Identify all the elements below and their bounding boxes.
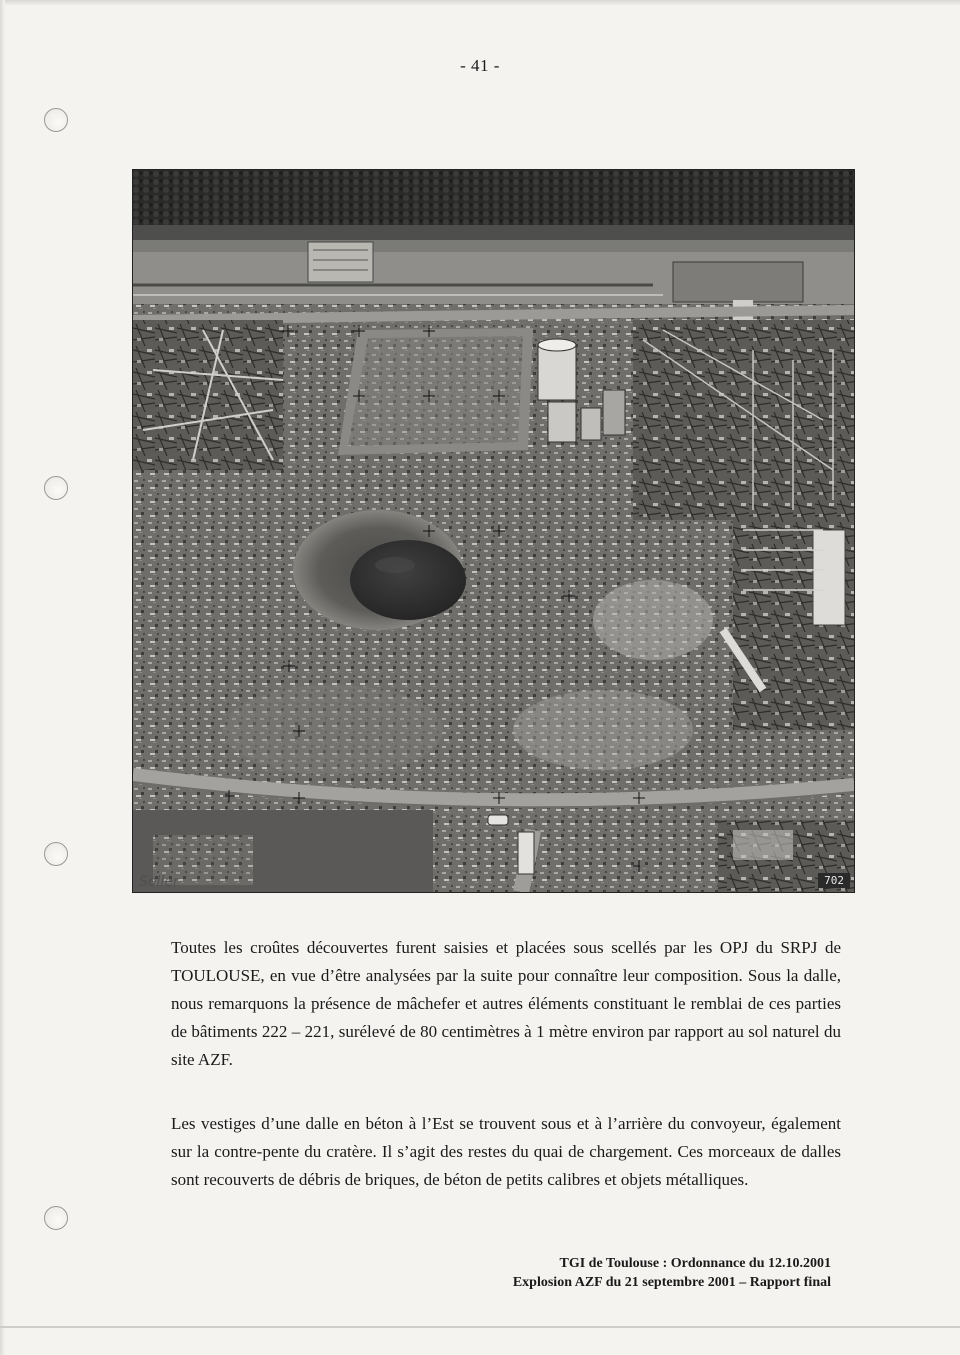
scan-left-edge <box>0 0 5 1355</box>
footer-line-court: TGI de Toulouse : Ordonnance du 12.10.2001 <box>559 1256 831 1271</box>
paragraph-crusts: Toutes les croûtes découvertes furent saisies et placées sous scellés par les OPJ du SRPJ de TOULOUSE, en vue d’être analysées par la suite pour connaître leur composition. Sous la dalle, nous remarquons la présence de mâchefer et autres éléments constituant le remblai de ces parties de bâtiments 222 – 221, surélevé de 80 centimètres à 1 mètre environ par rapport au sol naturel du site AZF. <box>171 938 841 1069</box>
photo-credit: Soller <box>139 874 179 890</box>
footer-line-report: Explosion AZF du 21 septembre 2001 – Rapport final <box>512 1275 831 1290</box>
punch-hole-3 <box>44 842 68 866</box>
aerial-photo-image <box>133 170 854 892</box>
punch-hole-2 <box>44 476 68 500</box>
scan-top-edge <box>0 0 960 6</box>
document-footer <box>513 1254 831 1292</box>
paragraph-slab-remains: Les vestiges d’une dalle en béton à l’Est se trouvent sous et à l’arrière du convoyeur, également sur la contre-pente du cratère. Il s’agit des restes du quai de chargement. Ces morceaux de dalles sont recouverts de débris de briques, de béton de petits calibres et objets métalliques. <box>171 1114 841 1189</box>
punch-hole-4 <box>44 1206 68 1230</box>
scan-bottom-edge <box>0 1326 960 1328</box>
aerial-photo-crater <box>132 169 855 893</box>
punch-hole-1 <box>44 108 68 132</box>
page-number: - 41 - <box>460 56 500 75</box>
photo-number-label: 702 <box>818 873 850 888</box>
